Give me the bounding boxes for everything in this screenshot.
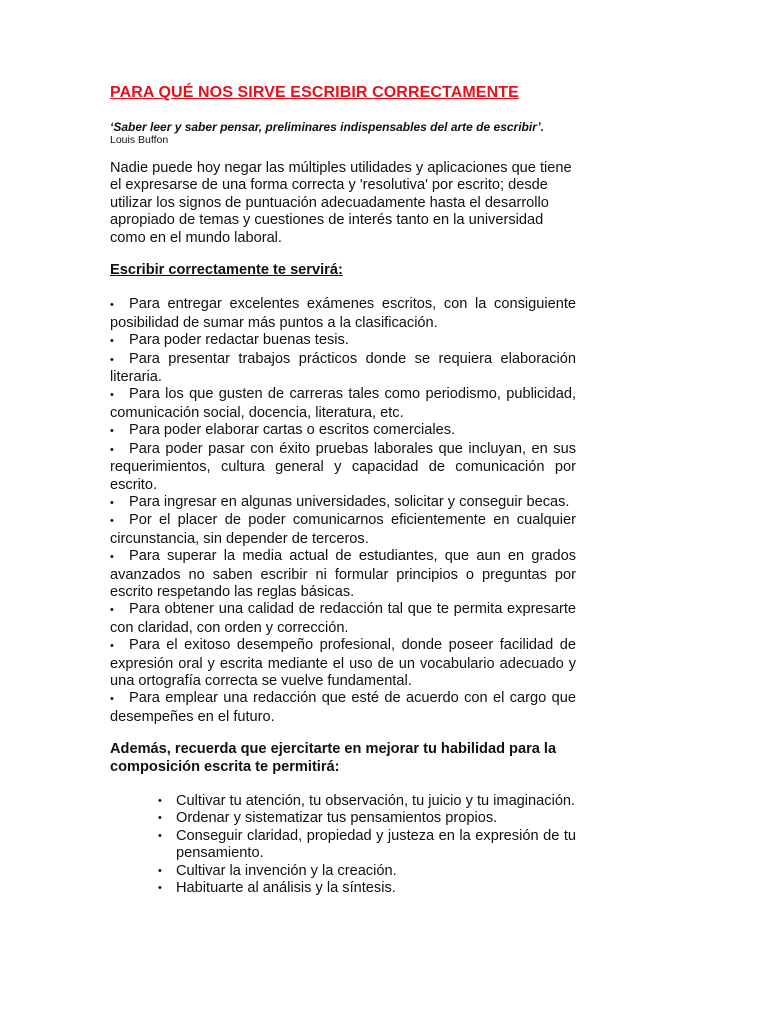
bullet-icon: • bbox=[110, 389, 114, 402]
bullet-icon: • bbox=[158, 795, 162, 807]
bullet-icon: • bbox=[110, 299, 114, 312]
list-item bbox=[158, 810, 576, 827]
list-item bbox=[158, 828, 576, 863]
list-item-text: Para emplear una redacción que esté de acuerdo con el cargo que desempeñes en el futuro. bbox=[110, 690, 576, 725]
list-item-text: Por el placer de poder comunicarnos eficientemente en cualquier circunstancia, sin depender de terceros. bbox=[110, 512, 576, 547]
bullet-icon: • bbox=[110, 443, 114, 456]
list-item-text: Para poder elaborar cartas o escritos comerciales. bbox=[129, 422, 456, 439]
bullet-icon: • bbox=[110, 496, 114, 509]
bullet-icon: • bbox=[110, 551, 114, 564]
list-item-text: Para poder redactar buenas tesis. bbox=[129, 332, 349, 349]
epigraph-author: Louis Buffon bbox=[110, 134, 169, 146]
bullet-icon: • bbox=[158, 864, 162, 877]
bullet-icon: • bbox=[158, 812, 162, 825]
list-item bbox=[110, 512, 576, 548]
bullet-icon: • bbox=[110, 335, 114, 348]
list-item-text: Cultivar la invención y la creación. bbox=[176, 862, 397, 879]
list-item bbox=[110, 386, 576, 422]
list-item bbox=[110, 494, 576, 512]
list-item bbox=[158, 793, 576, 810]
bullet-icon: • bbox=[158, 829, 162, 842]
bullet-icon: • bbox=[110, 353, 114, 366]
list-item-text: Para superar la media actual de estudiantes, que aun en grados avanzados no saben escribir ni formular principios o preguntas por escrito respetando las reglas básicas. bbox=[110, 548, 576, 600]
bullet-icon: • bbox=[110, 515, 114, 528]
bullet-icon: • bbox=[110, 693, 114, 706]
list-item-text: Conseguir claridad, propiedad y justeza en la expresión de tu pensamiento. bbox=[176, 827, 576, 862]
list-item bbox=[110, 441, 576, 494]
list-item-text: Para poder pasar con éxito pruebas laborales que incluyan, en sus requerimientos, cultura general y capacidad de comunicación por escrito. bbox=[110, 440, 576, 493]
page-title: PARA QUÉ NOS SIRVE ESCRIBIR CORRECTAMENTE bbox=[110, 84, 519, 101]
list-item bbox=[110, 422, 576, 440]
bullet-icon: • bbox=[110, 425, 114, 438]
list-item bbox=[110, 548, 576, 601]
list-item-text: Cultivar tu atención, tu observación, tu juicio y tu imaginación. bbox=[176, 793, 576, 809]
list-item-text: Para entregar excelentes exámenes escritos, con la consiguiente posibilidad de sumar más puntos a la clasificación. bbox=[110, 296, 576, 331]
list-item-text: Para ingresar en algunas universidades, solicitar y conseguir becas. bbox=[129, 493, 570, 510]
bullet-icon: • bbox=[110, 604, 114, 617]
list-item bbox=[110, 332, 576, 350]
epigraph-quote: ‘Saber leer y saber pensar, preliminares indispensables del arte de escribir’. bbox=[110, 120, 544, 134]
benefits-list bbox=[110, 793, 576, 897]
list-item-text: Ordenar y sistematizar tus pensamientos propios. bbox=[176, 810, 498, 827]
list-item-text: Habituarte al análisis y la síntesis. bbox=[176, 880, 396, 897]
list-item bbox=[110, 601, 576, 637]
bullet-icon: • bbox=[110, 640, 114, 653]
list-item bbox=[110, 690, 576, 726]
list-item bbox=[110, 637, 576, 690]
list-item-text: Para los que gusten de carreras tales como periodismo, publicidad, comunicación social, docencia, literatura, etc. bbox=[110, 386, 576, 421]
list-item bbox=[158, 880, 576, 897]
section-heading-uses: Escribir correctamente te servirá: bbox=[110, 262, 343, 279]
bullet-icon: • bbox=[158, 882, 162, 895]
list-item bbox=[110, 296, 576, 332]
list-item bbox=[110, 351, 576, 387]
list-item-text: Para presentar trabajos prácticos donde se requiera elaboración literaria. bbox=[110, 350, 576, 386]
list-item-text: Para obtener una calidad de redacción tal que te permita expresarte con claridad, con orden y corrección. bbox=[110, 601, 576, 636]
list-item bbox=[158, 863, 576, 880]
section-heading-benefits: Además, recuerda que ejercitarte en mejorar tu habilidad para la composición escrita te permitirá: bbox=[110, 741, 557, 775]
uses-list bbox=[110, 296, 576, 726]
intro-paragraph: Nadie puede hoy negar las múltiples utilidades y aplicaciones que tiene el expresarse de una forma correcta y 'resolutiva' por escrito; desde utilizar los signos de puntuación adecuadamente hasta el desarrollo apropiado de temas y cuestiones de interés tanto en la universidad como en el mundo laboral. bbox=[110, 160, 572, 246]
list-item-text: Para el exitoso desempeño profesional, donde poseer facilidad de expresión oral y escrita mediante el uso de un vocabulario adecuado y una ortografía correcta se vuelve fundamental. bbox=[110, 637, 576, 689]
